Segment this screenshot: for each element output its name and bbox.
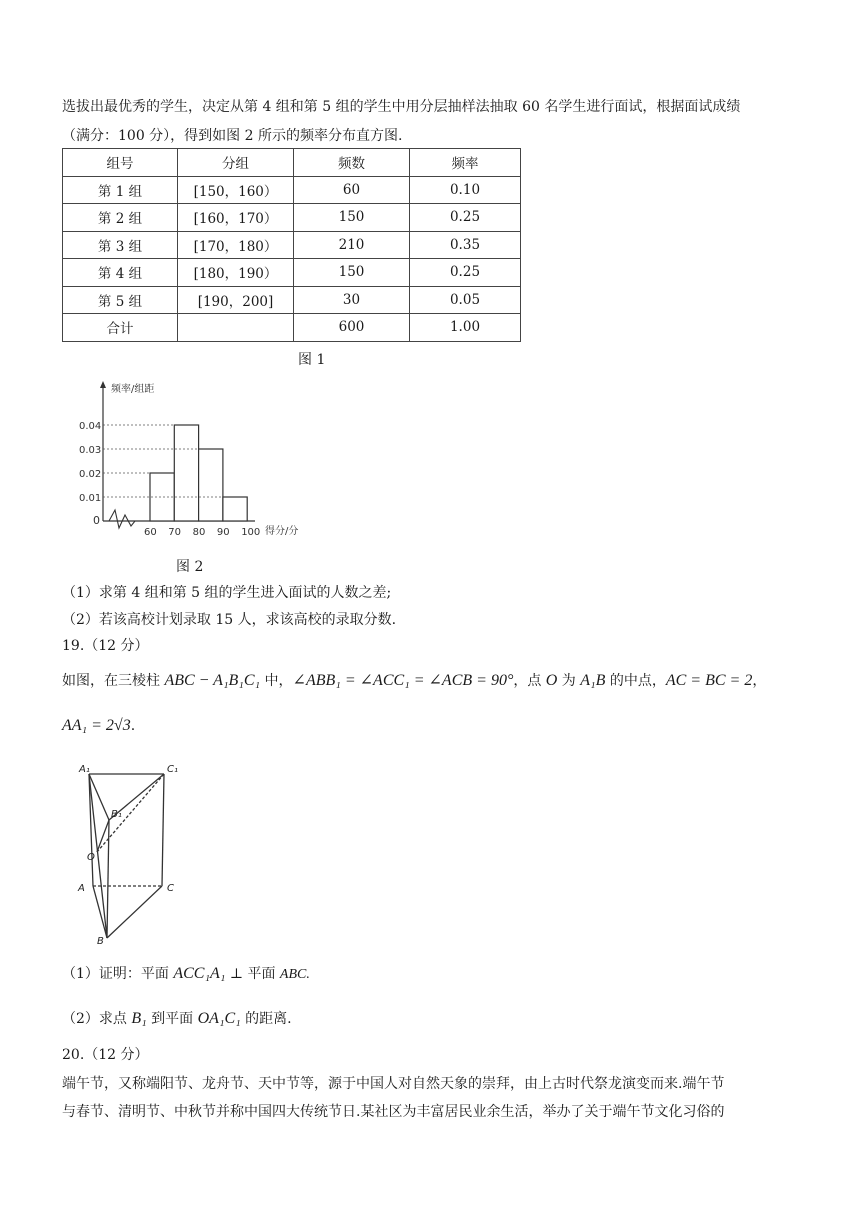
q19-part2 [62,1009,292,1029]
label-a1: A₁ [79,764,90,775]
y-axis-label: 频率/组距 [111,384,155,395]
q19-heading: 19.（12 分） [62,638,149,654]
q19-text: （1）证明：平面 [62,966,174,982]
table-header-cell: 频数 [294,149,410,177]
aa1-equation: AA₁ = 2√3 [62,717,131,734]
label-a: A [78,883,85,894]
table-header-cell: 分组 [178,149,294,177]
histogram-bar [223,497,247,521]
q19-statement-cont [62,716,135,736]
table-cell: 1.00 [410,314,521,342]
intro-line-1: 选拔出最优秀的学生，决定从第 4 组和第 5 组的学生中用分层抽样法抽取 60 名学生进行面试，根据面试成绩 [62,99,741,115]
y-axis-arrow [100,381,106,388]
q19-text: 如图，在三棱柱 [62,673,165,689]
table-row [63,231,521,259]
table-header-cell: 组号 [63,149,178,177]
table-cell: [180，190） [178,259,294,287]
table-cell: 600 [294,314,410,342]
q20-line-1: 端午节，又称端阳节、龙舟节、天中节等，源于中国人对自然天象的崇拜，由上古时代祭龙演变而来.端午节 [62,1076,725,1092]
q19-statement [62,671,766,691]
intro-line-2: （满分：100 分），得到如图 2 所示的频率分布直方图. [62,128,403,144]
edge-b1o [97,820,109,852]
table-cell: 第 1 组 [63,176,178,204]
table-cell: 30 [294,286,410,314]
y-tick-label: 0.03 [79,445,102,456]
table-row [63,176,521,204]
q19-text: 的距离. [240,1011,292,1027]
edge-c1c [162,774,164,886]
table-cell: 60 [294,176,410,204]
table-cell: 0.05 [410,286,521,314]
table-row [63,314,521,342]
label-b: B [97,936,104,945]
q18-part2: （2）若该高校计划录取 15 人，求该高校的录取分数. [62,612,397,628]
histogram-bar [174,425,198,521]
table-cell: 150 [294,204,410,232]
histogram-caption: 图 2 [176,559,204,575]
length-equation: AC = BC = 2 [665,672,753,689]
label-b1: B₁ [111,809,122,820]
label-o: O [87,852,95,863]
x-tick-label: 70 [168,527,182,538]
x-tick-label: 80 [192,527,206,538]
table-row [63,259,521,287]
frequency-table [62,148,521,342]
table-cell: 合计 [63,314,178,342]
table-cell: [160，170） [178,204,294,232]
histogram-bar [150,473,174,521]
point-o: O [545,672,558,689]
plane-oa1c1: OA₁C₁ [197,1010,241,1027]
edge-b1b [107,820,109,938]
y-tick-label: 0.02 [79,469,102,480]
q19-text: ，点 [513,673,546,689]
angle-equation: ∠ABB₁ = ∠ACC₁ = ∠ACB = 90° [292,672,514,689]
table-cell: 0.25 [410,259,521,287]
table-row [63,286,521,314]
q20-line-2: 与春节、清明节、中秋节并称中国四大传统节日.某社区为丰富居民业余生活，举办了关于端午节文化习俗的 [62,1104,725,1120]
y-tick-label: 0.04 [79,421,102,432]
label-c1: C₁ [167,764,178,775]
q19-text: . [130,718,136,734]
table-header-cell: 频率 [410,149,521,177]
x-axis-label: 得分/分 [265,526,299,537]
table-cell: 0.35 [410,231,521,259]
x-tick-label: 100 [241,527,261,538]
axis-break-mark [103,510,145,528]
q19-text: （2）求点 [62,1011,132,1027]
segment-a1b: A₁B [580,672,606,689]
origin-label: 0 [93,514,100,527]
edge-c1o-hidden [97,774,164,852]
q20-heading: 20.（12 分） [62,1047,149,1063]
q19-text: ⊥ 平面 [225,966,280,982]
table-cell: 210 [294,231,410,259]
q19-text: 的中点， [605,673,666,689]
point-b1: B₁ [131,1010,147,1027]
table-cell [178,314,294,342]
q19-text: ， [752,673,767,689]
histogram-chart [75,378,335,543]
table-cell: 0.10 [410,176,521,204]
q19-text: 为 [557,673,581,689]
table-row [63,204,521,232]
edge-ab [93,886,107,938]
table-cell: 第 4 组 [63,259,178,287]
q18-part1: （1）求第 4 组和第 5 组的学生进入面试的人数之差; [62,585,392,601]
table-cell: 0.25 [410,204,521,232]
y-tick-label: 0.01 [79,493,102,504]
table-cell: 第 2 组 [63,204,178,232]
plane-abc: ABC. [279,967,310,982]
q19-text: 到平面 [146,1011,198,1027]
x-tick-label: 60 [144,527,157,538]
q19-text: 中， [260,673,293,689]
prism-figure [75,760,185,945]
table-cell: [150，160） [178,176,294,204]
histogram-bar [199,449,223,521]
plane-acc1a1: ACC₁A₁ [173,965,226,982]
table-cell: 第 3 组 [63,231,178,259]
table-cell: [190，200] [178,286,294,314]
table-cell: 第 5 组 [63,286,178,314]
table-cell: 150 [294,259,410,287]
label-c: C [167,883,174,894]
table-cell: [170，180） [178,231,294,259]
table-caption: 图 1 [298,352,326,368]
edge-cb [107,886,162,938]
prism-expression: ABC − A₁B₁C₁ [164,672,261,689]
table-header-row [63,149,521,177]
x-tick-label: 90 [216,527,230,538]
q19-part1 [62,964,310,985]
